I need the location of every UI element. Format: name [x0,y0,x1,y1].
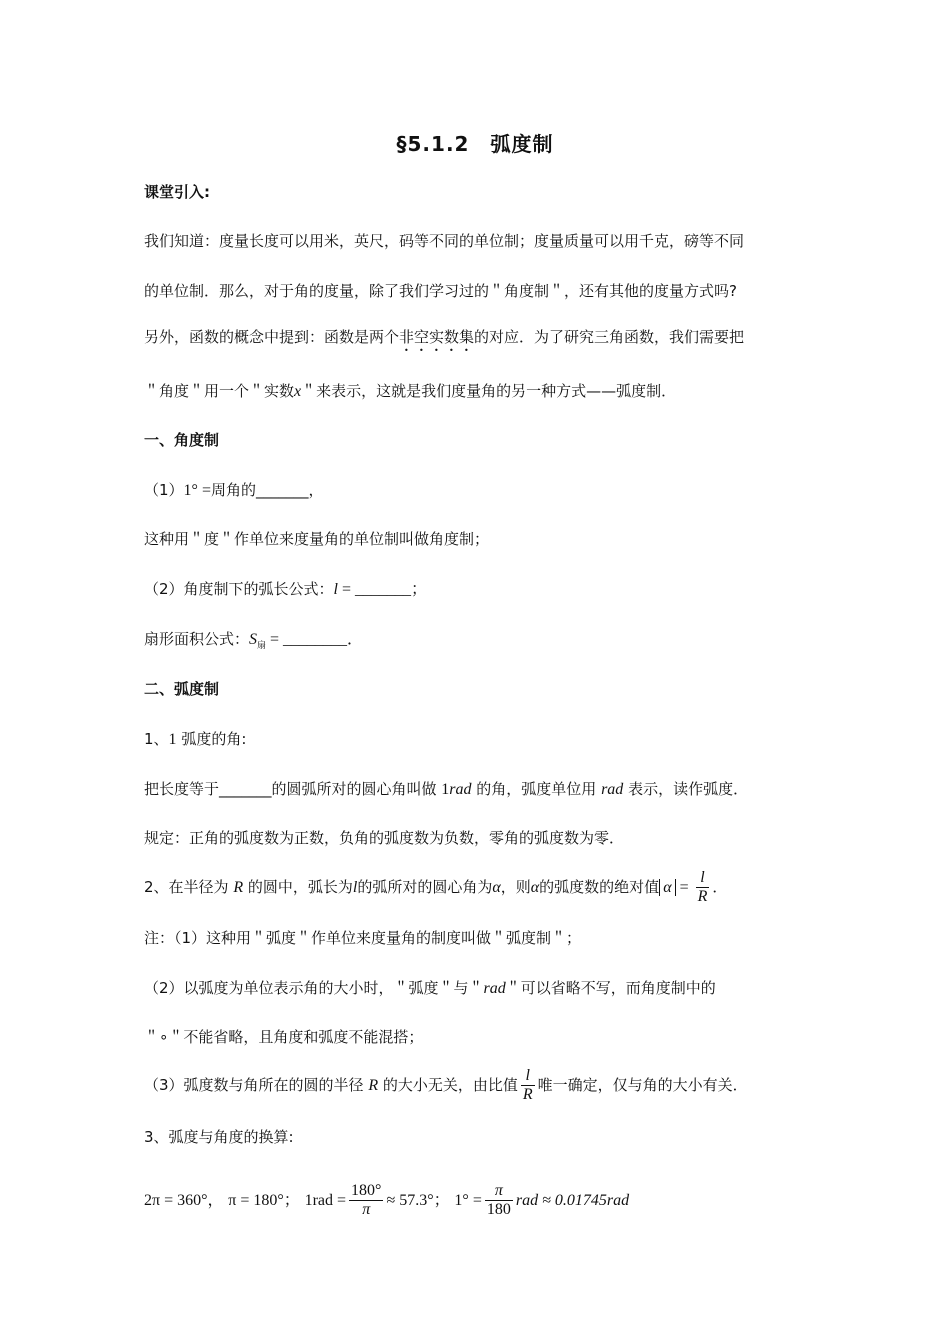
intro-line-3 [144,326,744,355]
section1-item-2 [144,578,427,601]
p4b: 的圆中，弧长为 [243,878,353,896]
subscript-sector: 扇 [257,641,267,651]
fraction-l-over-R [696,869,710,906]
section1-line-2: 这种用＂度＂作单位来度量角的单位制叫做角度制； [144,530,490,548]
p1b: 弧度的角: [176,730,247,748]
frac-den: R [697,888,708,905]
section1-heading: 一、角度制 [144,431,220,449]
intro-line-1: 我们知道：度量长度可以用米，英尺，码等不同的单位制；度量质量可以用千克，磅等不同 [144,232,745,250]
note3-R: R [368,1077,379,1094]
frac-num-3: 180° [351,1182,382,1199]
note2-rad: rad [483,980,506,997]
formula-1deg-a: 1° = [454,1192,482,1209]
item2-eq: = _______； [338,581,428,598]
p4-end: ． [712,878,728,896]
formula-1rad-a: 1rad = [304,1192,347,1209]
note-2 [144,977,716,1000]
intro-line-3c: 的对应．为了研究三角函数，我们需要把 [474,328,745,346]
area-label: 扇形面积公式： [144,630,250,648]
intro-line-3a: 另外，函数的概念中提到：函数是两个 [144,328,400,346]
p4c: 的弧所对的圆心角为 [357,878,493,896]
conversion-formulas [144,1178,629,1223]
var-alpha-2: α [530,879,540,896]
var-alpha: α [492,879,501,896]
note2a: （2）以弧度为单位表示角的大小时，＂弧度＂与＂ [144,979,484,997]
p1a: 1、 [144,730,169,748]
section1-item-1 [144,479,323,502]
section2-p5: 3、弧度与角度的换算: [144,1128,294,1146]
p4e: 的弧度数的绝对值 [539,878,660,896]
sector-area-formula [144,628,363,657]
p2a: 把长度等于_______的圆弧所对的圆心角叫做 [144,780,442,798]
note3b: 的大小无关，由比值 [378,1076,518,1094]
emphasis-nonempty-real-set: 非空实数集 [399,328,475,346]
p4d: ，则 [500,878,531,896]
note-2-continued: ＂∘＂不能省略，且角度和弧度不能混搭； [144,1028,424,1046]
abs-alpha: α [659,879,675,896]
section2-heading: 二、弧度制 [144,680,220,698]
frac-den-2: R [522,1086,533,1103]
p2-rad-2: rad [601,781,624,798]
intro-line-4b: ＂来表示，这就是我们度量角的另一种方式——弧度制． [301,382,677,400]
page-title: §5.1.2 弧度制 [396,132,554,156]
var-x: x [294,383,302,400]
note-3 [144,1064,748,1107]
var-l: l [333,581,338,598]
p2-rad-1: rad [449,781,472,798]
section2-p4 [144,866,727,909]
intro-line-2: 的单位制．那么，对于角的度量，除了我们学习过的＂角度制＂，还有其他的度量方式吗? [144,282,737,300]
item1-prefix: （1） [144,481,184,499]
formula-1rad-b: ≈ 57.3°； [386,1192,450,1209]
section2-p3: 规定：正角的弧度数为正数，负角的弧度数为负数，零角的弧度数为零． [144,829,625,847]
formula-1deg-b: rad ≈ 0.01745rad [515,1192,630,1209]
fraction-l-over-R-2 [521,1067,535,1104]
var-S: S [249,631,258,648]
var-l-2: l [352,879,358,896]
frac-num-2: l [521,1067,535,1086]
frac-den-3: π [362,1201,371,1218]
section2-p2 [144,778,748,801]
item1-text: 周角的_______， [210,481,324,499]
p4-eq: = [675,879,693,896]
note3a: （3）弧度数与角所在的圆的半径 [144,1076,369,1094]
formula-pi: π = 180°； [228,1192,300,1209]
intro-heading: 课堂引入: [144,183,210,201]
formula-2pi: 2π = 360°， [144,1192,224,1209]
note-1: 注：（1）这种用＂弧度＂作单位来度量角的制度叫做＂弧度制＂； [144,929,582,947]
p4a: 2、在半径为 [144,878,234,896]
intro-line-4 [144,380,676,403]
item2-prefix: （2）角度制下的弧长公式： [144,580,334,598]
fraction-pi-over-180 [485,1182,513,1219]
var-R: R [233,879,244,896]
intro-line-4a: ＂角度＂用一个＂实数 [144,382,295,400]
area-eq: = ________． [266,631,364,648]
p1-num: 1 [168,731,177,748]
item1-math: 1° = [183,482,211,499]
p2c: 表示，读作弧度． [623,780,749,798]
frac-num-4: π [485,1182,513,1201]
p2b: 的角，弧度单位用 [471,780,602,798]
p2-num: 1 [441,781,450,798]
note3c: 唯一确定，仅与角的大小有关． [537,1076,748,1094]
fraction-180-over-pi [349,1182,383,1219]
frac-den-4: 180 [486,1201,511,1218]
section2-p1 [144,728,246,751]
note2b: ＂可以省略不写，而角度制中的 [505,979,716,997]
frac-num: l [696,869,710,888]
